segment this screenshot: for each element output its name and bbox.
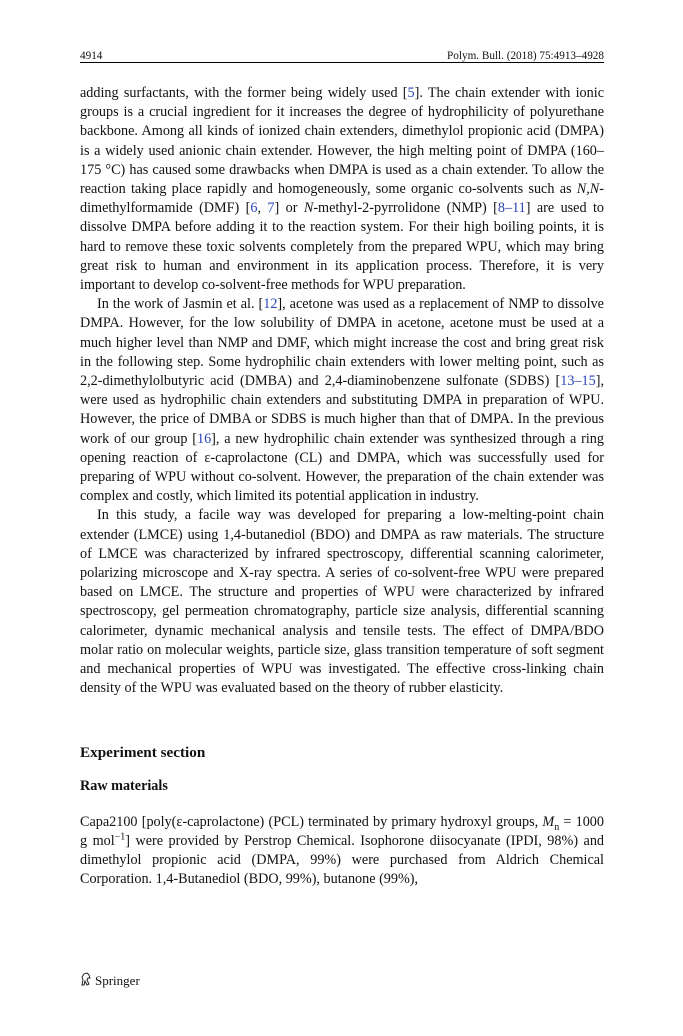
reference-link[interactable]: 8–11: [497, 200, 526, 217]
reference-link[interactable]: 12: [263, 296, 278, 313]
reference-link[interactable]: 13–15: [560, 373, 596, 390]
section-heading: Experiment section: [80, 743, 206, 761]
journal-citation: Polym. Bull. (2018) 75:4913–4928: [447, 50, 604, 62]
subsection-heading: Raw materials: [80, 777, 168, 794]
page-number: 4914: [80, 50, 103, 62]
paragraph-3: In this study, a facile way was developed for preparing a low-melting-point chain extender (LMCE) using 1,4-butanediol (BDO) and DMPA as raw materials. The structure of LMCE was characterized by infrared spectroscopy, differential scanning calorimeter, polarizing microscope and X-ray spectra. A series of co-solvent-free WPU were prepared based on LMCE. The structure and properties of WPU were characterized by infrared spectroscopy, gel permeation chromatography, particle size analysis, differential scanning calorimeter, dynamic mechanical analysis and tensile tests. The effect of DMPA/BDO molar ratio on molecular weights, particle size, glass transition temperature of soft segment and mechanical properties of WPU was investigated. The effective cross-linking chain density of the WPU was evaluated based on the theory of rubber elasticity.: [80, 507, 604, 697]
page-footer: [80, 972, 140, 990]
reference-link[interactable]: 6: [250, 200, 258, 217]
running-header: [80, 44, 604, 63]
reference-link[interactable]: 7: [267, 200, 275, 217]
publisher-name: Springer: [95, 973, 140, 988]
paragraph-2: In the work of Jasmin et al. [12], acetone was used as a replacement of NMP to dissolve DMPA. However, for the low solubility of DMPA in acetone, acetone must be used at a much higher level than NMP and DMF, which might increase the cost and bring great risk in the following step. Some hydrophilic chain extenders with lower melting point, such as 2,2-dimethylolbutyric acid (DMBA) and 2,4-diaminobenzene sulfonate (SDBS) [13–15], were used as hydrophilic chain extenders and substituting DMPA in preparation of WPU. However, the price of DMBA or SDBS is much higher than that of DMPA. In the previous work of our group [16], a new hydrophilic chain extender was synthesized through a ring opening reaction of ε-caprolactone (CL) and DMPA, which was successfully used for preparing of WPU without co-solvent. However, the preparation of the chain extender was complex and costly, which limited its potential application in industry.: [80, 296, 604, 505]
article-body: [80, 84, 604, 889]
springer-horse-icon: [80, 972, 92, 990]
paragraph-4: Capa2100 [poly(ε-caprolactone) (PCL) terminated by primary hydroxyl groups, $M_n = 1000$ g mol$^{-1}$] were provided by Perstrop Chemical. Isophorone diisocyanate (IPDI, 98%) and dimethylol propionic acid (DMPA, 99%) were purchased from Aldrich Chemical Corporation. 1,4-Butanediol (BDO, 99%), butanone (99%),: [80, 813, 605, 888]
reference-link[interactable]: 16: [196, 430, 212, 447]
paragraph-1: adding surfactants, with the former being widely used [5]. The chain extender with ionic groups is a crucial ingredient for it increases the degree of hydrophilicity of polyurethane backbone. Among all kinds of ionized chain extenders, dimethylol propionic acid (DMPA) is a widely used anionic chain extender. However, the high melting point of DMPA (160–175 °C) has caused some drawbacks when DMPA is used as a chain extender. To allow the reaction taking place rapidly and homogeneously, some organic co-solvents such as N,N-dimethylformamide (DMF) [6, 7] or N-methyl-2-pyrrolidone (NMP) [8–11] are used to dissolve DMPA before adding it to the reaction system. For their high boiling points, it is hard to remove these toxic solvents completely from the prepared WPU, which may bring great risk to human and environment in its application process. Therefore, it is very important to develop co-solvent-free methods for WPU preparation.: [80, 85, 605, 294]
reference-link[interactable]: 5: [407, 85, 415, 101]
